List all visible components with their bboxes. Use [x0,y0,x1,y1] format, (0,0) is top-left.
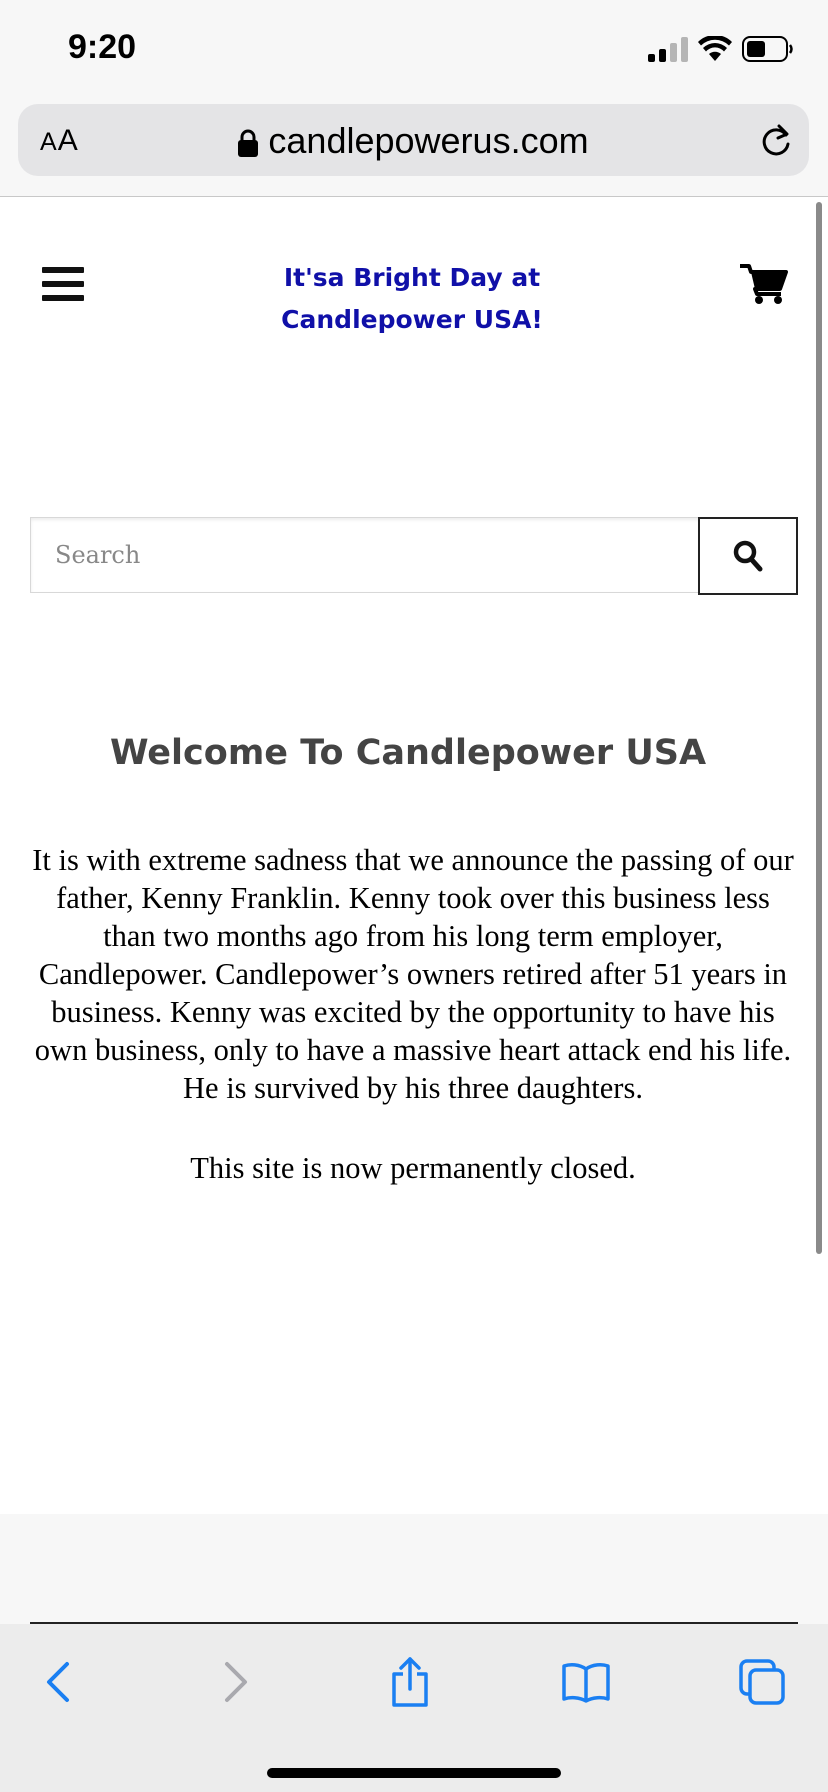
page-scrollbar[interactable] [816,202,822,1254]
forward-button[interactable] [206,1654,266,1710]
share-icon [390,1656,430,1708]
announcement-text: It is with extreme sadness that we announce the passing of our father, Kenny Franklin. Kenny took over this business less than two months ago from his long term employer, Candlepower. Candlepower’s owners retired after 51 years in business. Kenny was excited by the opportunity to have his own business, only to have a massive heart attack end his life. He is survived by his three daughters. [32,843,794,1105]
reload-icon[interactable] [759,122,793,158]
chevron-right-icon [223,1660,249,1704]
site-tagline[interactable] [240,257,584,341]
status-bar [0,0,828,98]
web-page [0,196,828,1514]
chevron-left-icon [45,1660,71,1704]
search-input[interactable] [30,517,700,593]
text-size-large-label: A [57,124,79,157]
url-text[interactable]: candlepowerus.com [268,120,589,161]
share-button[interactable] [380,1654,440,1710]
wifi-icon [698,36,732,62]
tabs-icon [738,1658,786,1706]
cellular-signal-icon [648,36,688,62]
page-title: Welcome To Candlepower USA [109,733,707,773]
lock-icon [238,129,258,157]
closed-notice: This site is now permanently closed. [190,1151,636,1185]
status-icons [648,34,794,64]
tagline-line-1: It'sa Bright Day at [283,263,541,292]
browser-toolbar [0,1624,828,1792]
back-button[interactable] [28,1654,88,1710]
menu-icon[interactable] [42,267,84,301]
search-icon [733,540,763,572]
search-button[interactable] [698,517,798,595]
tabs-button[interactable] [732,1654,792,1710]
book-icon [561,1661,611,1703]
battery-icon [742,36,794,62]
tagline-line-2: Candlepower USA! [281,305,543,334]
cart-icon[interactable] [740,263,788,305]
status-time: 9:20 [68,28,137,66]
address-bar[interactable] [18,104,809,176]
home-indicator[interactable] [267,1768,561,1778]
text-size-small-label: A [40,128,58,156]
bookmarks-button[interactable] [556,1654,616,1710]
